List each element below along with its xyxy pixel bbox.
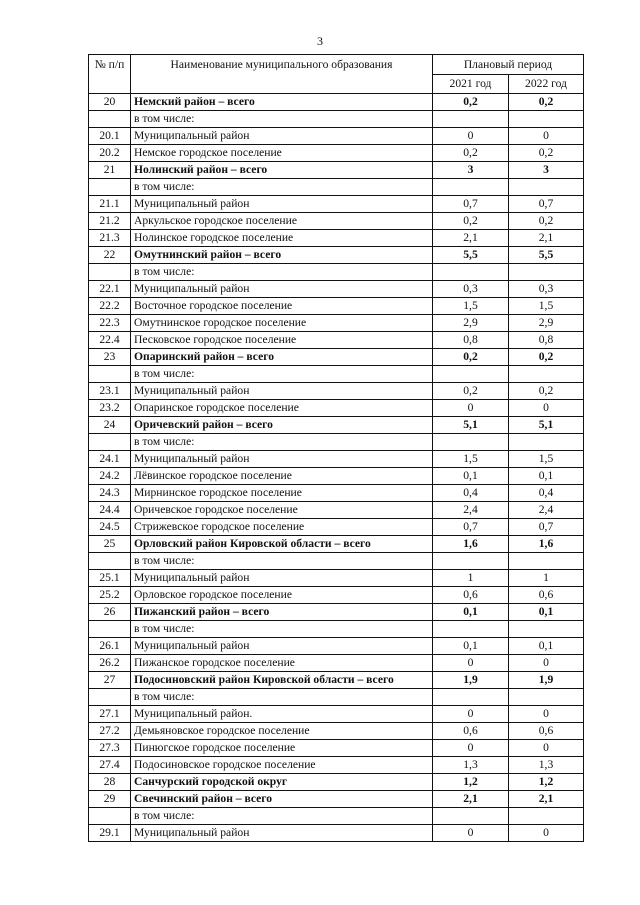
table-row <box>89 723 584 740</box>
row-value-2022: 2,9 <box>509 315 584 332</box>
table-row <box>89 196 584 213</box>
row-number: 26.2 <box>89 655 131 672</box>
row-number <box>89 179 131 196</box>
row-value-2022: 0,6 <box>509 723 584 740</box>
row-name: Орловский район Кировской области – всего <box>131 536 433 553</box>
row-number <box>89 808 131 825</box>
row-value-2021: 2,4 <box>433 502 509 519</box>
row-value-2021: 0 <box>433 825 509 842</box>
row-value-2022 <box>509 434 584 451</box>
row-name: Подосиновский район Кировской области – всего <box>131 672 433 689</box>
row-name: Подосиновское городское поселение <box>131 757 433 774</box>
row-value-2021: 0,2 <box>433 94 509 111</box>
row-name: Муниципальный район <box>131 128 433 145</box>
row-name: Нолинский район – всего <box>131 162 433 179</box>
row-number: 21 <box>89 162 131 179</box>
row-number <box>89 434 131 451</box>
row-name: Муниципальный район <box>131 196 433 213</box>
row-value-2022: 0,2 <box>509 349 584 366</box>
row-value-2021: 0,7 <box>433 519 509 536</box>
row-value-2021: 1,3 <box>433 757 509 774</box>
row-value-2021 <box>433 689 509 706</box>
row-number <box>89 366 131 383</box>
table-row <box>89 264 584 281</box>
table-row <box>89 451 584 468</box>
row-value-2021: 0,1 <box>433 468 509 485</box>
row-value-2022: 0 <box>509 655 584 672</box>
row-name: в том числе: <box>131 553 433 570</box>
row-value-2022: 1,3 <box>509 757 584 774</box>
row-value-2022: 2,1 <box>509 230 584 247</box>
table-header <box>89 55 584 94</box>
row-value-2022: 5,1 <box>509 417 584 434</box>
row-number <box>89 264 131 281</box>
row-number: 26 <box>89 604 131 621</box>
row-number: 23.2 <box>89 400 131 417</box>
row-number: 24 <box>89 417 131 434</box>
row-name: Демьяновское городское поселение <box>131 723 433 740</box>
row-value-2021 <box>433 111 509 128</box>
table-row <box>89 587 584 604</box>
row-value-2021 <box>433 808 509 825</box>
row-number: 24.1 <box>89 451 131 468</box>
row-value-2021: 0,6 <box>433 723 509 740</box>
row-number: 21.2 <box>89 213 131 230</box>
table-row <box>89 808 584 825</box>
row-name: Муниципальный район. <box>131 706 433 723</box>
row-number: 20 <box>89 94 131 111</box>
row-value-2021 <box>433 179 509 196</box>
table-row <box>89 94 584 111</box>
row-name: Омутнинский район – всего <box>131 247 433 264</box>
row-name: Восточное городское поселение <box>131 298 433 315</box>
row-number: 27.3 <box>89 740 131 757</box>
table-row <box>89 757 584 774</box>
row-value-2022: 5,5 <box>509 247 584 264</box>
row-value-2021: 5,5 <box>433 247 509 264</box>
row-name: в том числе: <box>131 366 433 383</box>
table-row <box>89 655 584 672</box>
row-value-2021: 0,3 <box>433 281 509 298</box>
row-number <box>89 689 131 706</box>
row-value-2021: 2,9 <box>433 315 509 332</box>
row-value-2021 <box>433 434 509 451</box>
row-name: в том числе: <box>131 179 433 196</box>
table-row <box>89 774 584 791</box>
row-value-2021 <box>433 553 509 570</box>
table-row <box>89 621 584 638</box>
row-value-2022 <box>509 808 584 825</box>
table-row <box>89 349 584 366</box>
row-value-2022: 0 <box>509 128 584 145</box>
row-number: 25.2 <box>89 587 131 604</box>
row-name: Орловское городское поселение <box>131 587 433 604</box>
table-row <box>89 400 584 417</box>
row-name: в том числе: <box>131 621 433 638</box>
row-name: Пинюгское городское поселение <box>131 740 433 757</box>
row-name: Пижанский район – всего <box>131 604 433 621</box>
table-row <box>89 825 584 842</box>
row-name: Муниципальный район <box>131 281 433 298</box>
row-name: Немское городское поселение <box>131 145 433 162</box>
row-name: Мирнинское городское поселение <box>131 485 433 502</box>
table-row <box>89 111 584 128</box>
row-value-2022: 0 <box>509 740 584 757</box>
row-value-2022: 0 <box>509 706 584 723</box>
row-value-2021: 0,2 <box>433 349 509 366</box>
header-year-2021: 2021 год <box>433 75 509 94</box>
header-num: № п/п <box>89 55 131 94</box>
header-name: Наименование муниципального образования <box>131 55 433 94</box>
row-name: в том числе: <box>131 111 433 128</box>
row-number: 27 <box>89 672 131 689</box>
table-row <box>89 434 584 451</box>
row-name: Немский район – всего <box>131 94 433 111</box>
row-value-2021: 1,6 <box>433 536 509 553</box>
row-value-2021: 3 <box>433 162 509 179</box>
row-value-2022 <box>509 111 584 128</box>
row-number: 28 <box>89 774 131 791</box>
table-row <box>89 145 584 162</box>
row-number: 26.1 <box>89 638 131 655</box>
table-row <box>89 366 584 383</box>
row-name: в том числе: <box>131 689 433 706</box>
table-row <box>89 604 584 621</box>
row-value-2021: 0,1 <box>433 604 509 621</box>
table-row <box>89 417 584 434</box>
row-value-2022: 0,2 <box>509 213 584 230</box>
table-row <box>89 706 584 723</box>
row-name: Пижанское городское поселение <box>131 655 433 672</box>
row-name: Муниципальный район <box>131 570 433 587</box>
table-row <box>89 468 584 485</box>
header-period: Плановый период <box>433 55 584 75</box>
row-number: 23.1 <box>89 383 131 400</box>
row-value-2021: 0 <box>433 655 509 672</box>
row-name: Оричевское городское поселение <box>131 502 433 519</box>
row-name: в том числе: <box>131 808 433 825</box>
row-name: Муниципальный район <box>131 825 433 842</box>
row-value-2022: 0,1 <box>509 604 584 621</box>
table-row <box>89 519 584 536</box>
table-row <box>89 536 584 553</box>
row-value-2021: 1,5 <box>433 298 509 315</box>
row-name: в том числе: <box>131 434 433 451</box>
table-row <box>89 791 584 808</box>
table-row <box>89 230 584 247</box>
row-value-2022: 1,9 <box>509 672 584 689</box>
table-row <box>89 740 584 757</box>
row-number <box>89 111 131 128</box>
row-value-2022: 1,6 <box>509 536 584 553</box>
table-row <box>89 332 584 349</box>
row-number: 23 <box>89 349 131 366</box>
row-number: 25.1 <box>89 570 131 587</box>
row-value-2021: 1,5 <box>433 451 509 468</box>
row-name: Лёвинское городское поселение <box>131 468 433 485</box>
table-row <box>89 162 584 179</box>
row-name: Опаринское городское поселение <box>131 400 433 417</box>
row-value-2021: 1,9 <box>433 672 509 689</box>
row-value-2022 <box>509 264 584 281</box>
row-number: 29.1 <box>89 825 131 842</box>
table-body <box>89 94 584 842</box>
row-value-2021: 0 <box>433 740 509 757</box>
header-year-2022: 2022 год <box>509 75 584 94</box>
row-number: 27.2 <box>89 723 131 740</box>
row-name: Стрижевское городское поселение <box>131 519 433 536</box>
row-name: Нолинское городское поселение <box>131 230 433 247</box>
row-value-2022: 0,3 <box>509 281 584 298</box>
row-name: Муниципальный район <box>131 638 433 655</box>
budget-table <box>88 54 584 842</box>
row-value-2021: 0,8 <box>433 332 509 349</box>
row-number: 24.4 <box>89 502 131 519</box>
row-value-2022: 0,1 <box>509 638 584 655</box>
row-value-2022: 0,2 <box>509 383 584 400</box>
row-value-2021: 1,2 <box>433 774 509 791</box>
row-name: Аркульское городское поселение <box>131 213 433 230</box>
row-number: 20.1 <box>89 128 131 145</box>
table-row <box>89 383 584 400</box>
row-value-2022: 1,5 <box>509 298 584 315</box>
row-number: 22.1 <box>89 281 131 298</box>
row-value-2022 <box>509 179 584 196</box>
row-number: 22.4 <box>89 332 131 349</box>
row-name: Муниципальный район <box>131 383 433 400</box>
row-number: 20.2 <box>89 145 131 162</box>
row-value-2021: 5,1 <box>433 417 509 434</box>
row-value-2022: 0,2 <box>509 94 584 111</box>
row-value-2021: 1 <box>433 570 509 587</box>
row-value-2022: 0,7 <box>509 519 584 536</box>
row-number: 27.4 <box>89 757 131 774</box>
row-value-2021: 0 <box>433 400 509 417</box>
row-value-2021: 0,6 <box>433 587 509 604</box>
table-row <box>89 638 584 655</box>
row-value-2022: 1,2 <box>509 774 584 791</box>
row-number: 22.2 <box>89 298 131 315</box>
row-value-2022: 3 <box>509 162 584 179</box>
table-row <box>89 570 584 587</box>
row-number: 24.2 <box>89 468 131 485</box>
row-name: Опаринский район – всего <box>131 349 433 366</box>
row-value-2022: 1 <box>509 570 584 587</box>
row-value-2022 <box>509 553 584 570</box>
row-number: 21.1 <box>89 196 131 213</box>
table-row <box>89 213 584 230</box>
row-value-2022: 2,4 <box>509 502 584 519</box>
page-number: 3 <box>317 34 323 48</box>
table-row <box>89 281 584 298</box>
table-row <box>89 247 584 264</box>
row-value-2022 <box>509 689 584 706</box>
row-name: Омутнинское городское поселение <box>131 315 433 332</box>
row-value-2021: 0,2 <box>433 383 509 400</box>
row-value-2022: 2,1 <box>509 791 584 808</box>
table-row <box>89 298 584 315</box>
row-value-2021 <box>433 264 509 281</box>
row-value-2021: 2,1 <box>433 230 509 247</box>
row-number: 21.3 <box>89 230 131 247</box>
row-value-2022: 1,5 <box>509 451 584 468</box>
row-value-2021: 0 <box>433 128 509 145</box>
row-value-2022: 0,8 <box>509 332 584 349</box>
row-number: 25 <box>89 536 131 553</box>
table-row <box>89 689 584 706</box>
row-value-2021 <box>433 621 509 638</box>
row-name: Санчурский городской округ <box>131 774 433 791</box>
table-row <box>89 485 584 502</box>
row-value-2022 <box>509 366 584 383</box>
row-value-2021: 0,2 <box>433 145 509 162</box>
row-number: 24.3 <box>89 485 131 502</box>
row-number: 24.5 <box>89 519 131 536</box>
row-name: Оричевский район – всего <box>131 417 433 434</box>
table-row <box>89 128 584 145</box>
row-name: в том числе: <box>131 264 433 281</box>
row-value-2021: 0 <box>433 706 509 723</box>
row-number <box>89 621 131 638</box>
row-number: 22.3 <box>89 315 131 332</box>
row-value-2021: 0,1 <box>433 638 509 655</box>
row-number: 29 <box>89 791 131 808</box>
row-name: Свечинский район – всего <box>131 791 433 808</box>
table-row <box>89 553 584 570</box>
row-value-2021 <box>433 366 509 383</box>
row-value-2022: 0,1 <box>509 468 584 485</box>
row-value-2021: 0,2 <box>433 213 509 230</box>
row-value-2022: 0,4 <box>509 485 584 502</box>
row-value-2022: 0 <box>509 400 584 417</box>
table-row <box>89 315 584 332</box>
table-row <box>89 502 584 519</box>
table-row <box>89 179 584 196</box>
row-value-2022: 0 <box>509 825 584 842</box>
row-value-2022: 0,6 <box>509 587 584 604</box>
row-value-2021: 2,1 <box>433 791 509 808</box>
row-number: 22 <box>89 247 131 264</box>
row-number <box>89 553 131 570</box>
row-value-2022: 0,2 <box>509 145 584 162</box>
row-value-2021: 0,4 <box>433 485 509 502</box>
row-number: 27.1 <box>89 706 131 723</box>
row-name: Муниципальный район <box>131 451 433 468</box>
row-value-2022: 0,7 <box>509 196 584 213</box>
row-value-2021: 0,7 <box>433 196 509 213</box>
table-row <box>89 672 584 689</box>
row-name: Песковское городское поселение <box>131 332 433 349</box>
row-value-2022 <box>509 621 584 638</box>
